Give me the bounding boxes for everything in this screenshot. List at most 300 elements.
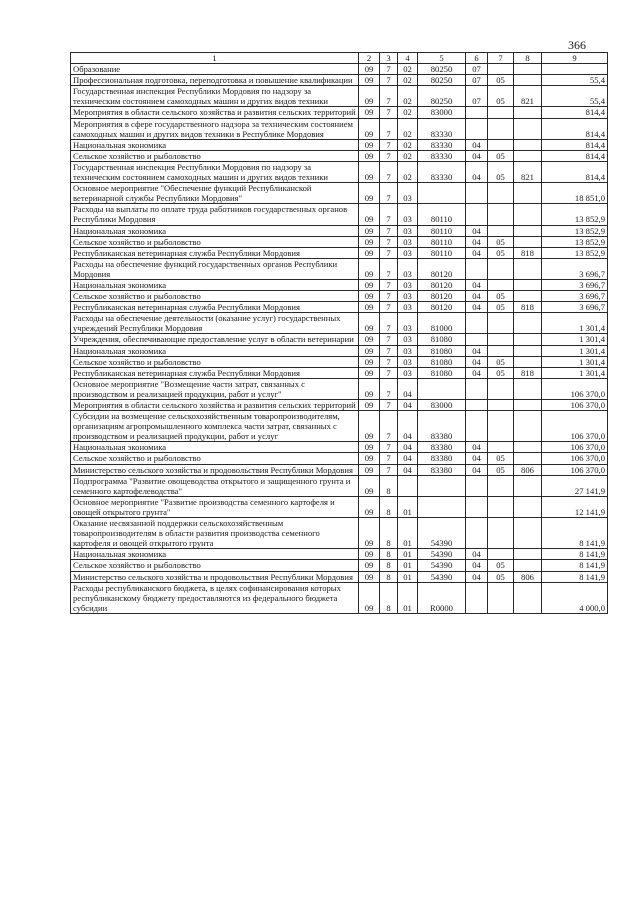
row-label: Государственная инспекция Республики Мордовия по надзору за техническим состоянием самоходных машин и других видов техники xyxy=(71,86,359,107)
code-cell: 7 xyxy=(380,225,398,236)
code-cell: 07 xyxy=(466,64,488,75)
code-cell: 09 xyxy=(359,582,380,613)
code-cell: 09 xyxy=(359,64,380,75)
code-cell: 83380 xyxy=(418,442,466,453)
code-cell: 03 xyxy=(398,367,418,378)
code-cell xyxy=(514,549,542,560)
code-cell: 09 xyxy=(359,378,380,399)
table-row xyxy=(71,549,608,560)
code-cell xyxy=(466,378,488,399)
code-cell: 7 xyxy=(380,86,398,107)
code-cell xyxy=(514,378,542,399)
amount-cell: 814,4 xyxy=(542,161,608,182)
code-cell xyxy=(488,279,514,290)
code-cell: 7 xyxy=(380,75,398,86)
amount-cell: 106 370,0 xyxy=(542,411,608,442)
code-cell: 7 xyxy=(380,150,398,161)
code-cell xyxy=(488,139,514,150)
code-cell xyxy=(514,225,542,236)
code-cell xyxy=(514,496,542,517)
code-cell: 09 xyxy=(359,225,380,236)
code-cell xyxy=(466,107,488,118)
table-row xyxy=(71,118,608,139)
code-cell: 7 xyxy=(380,400,398,411)
amount-cell: 8 141,9 xyxy=(542,560,608,571)
amount-cell: 1 301,4 xyxy=(542,345,608,356)
code-cell xyxy=(514,291,542,302)
code-cell: 05 xyxy=(488,560,514,571)
code-cell: 01 xyxy=(398,496,418,517)
row-label: Республиканская ветеринарная служба Республики Мордовия xyxy=(71,367,359,378)
code-cell: 80250 xyxy=(418,86,466,107)
code-cell: 8 xyxy=(380,518,398,549)
code-cell: 01 xyxy=(398,549,418,560)
table-row xyxy=(71,464,608,475)
row-label: Национальная экономика xyxy=(71,279,359,290)
code-cell: 7 xyxy=(380,183,398,204)
table-row xyxy=(71,64,608,75)
table-row xyxy=(71,279,608,290)
code-cell xyxy=(466,518,488,549)
code-cell xyxy=(466,258,488,279)
code-cell: 81000 xyxy=(418,313,466,334)
table-row xyxy=(71,496,608,517)
code-cell: 09 xyxy=(359,334,380,345)
code-cell: 04 xyxy=(466,549,488,560)
amount-cell: 55,4 xyxy=(542,75,608,86)
code-cell: 83330 xyxy=(418,139,466,150)
code-cell xyxy=(418,378,466,399)
code-cell: 81080 xyxy=(418,367,466,378)
code-cell: 09 xyxy=(359,291,380,302)
budget-table xyxy=(70,52,608,614)
code-cell xyxy=(514,475,542,496)
code-cell: 03 xyxy=(398,258,418,279)
code-cell: 8 xyxy=(380,571,398,582)
code-cell: 09 xyxy=(359,183,380,204)
table-row xyxy=(71,107,608,118)
row-label: Сельское хозяйство и рыболовство xyxy=(71,356,359,367)
code-cell: 09 xyxy=(359,496,380,517)
code-cell: 03 xyxy=(398,313,418,334)
code-cell xyxy=(514,64,542,75)
column-number: 2 xyxy=(359,53,380,64)
code-cell: 04 xyxy=(466,442,488,453)
code-cell: 7 xyxy=(380,139,398,150)
row-label: Субсидии на возмещение сельскохозяйственным товаропроизводителям, организациям агропромышленного комплекса части затрат, связанных с производством и реализацией продукции, работ и услуг xyxy=(71,411,359,442)
code-cell: 7 xyxy=(380,334,398,345)
code-cell: 80250 xyxy=(418,75,466,86)
row-label: Мероприятия в области сельского хозяйства и развития сельских территорий xyxy=(71,400,359,411)
code-cell: 7 xyxy=(380,161,398,182)
code-cell: 09 xyxy=(359,518,380,549)
code-cell: 09 xyxy=(359,204,380,225)
code-cell: 04 xyxy=(466,139,488,150)
code-cell xyxy=(514,560,542,571)
amount-cell: 55,4 xyxy=(542,86,608,107)
code-cell: 80110 xyxy=(418,204,466,225)
code-cell xyxy=(514,411,542,442)
code-cell: 05 xyxy=(488,571,514,582)
code-cell: 04 xyxy=(466,560,488,571)
code-cell: 7 xyxy=(380,291,398,302)
code-cell xyxy=(466,313,488,334)
code-cell: 03 xyxy=(398,345,418,356)
code-cell: 03 xyxy=(398,225,418,236)
table-row xyxy=(71,204,608,225)
table-row xyxy=(71,150,608,161)
code-cell: 806 xyxy=(514,464,542,475)
code-cell: 05 xyxy=(488,86,514,107)
code-cell: 80110 xyxy=(418,236,466,247)
amount-cell: 8 141,9 xyxy=(542,518,608,549)
code-cell: 09 xyxy=(359,150,380,161)
amount-cell: 3 696,7 xyxy=(542,302,608,313)
code-cell: 7 xyxy=(380,378,398,399)
code-cell: 09 xyxy=(359,549,380,560)
code-cell xyxy=(514,442,542,453)
code-cell xyxy=(466,411,488,442)
row-label: Сельское хозяйство и рыболовство xyxy=(71,236,359,247)
amount-cell: 8 141,9 xyxy=(542,549,608,560)
column-number: 3 xyxy=(380,53,398,64)
column-number: 4 xyxy=(398,53,418,64)
table-row xyxy=(71,411,608,442)
amount-cell: 12 141,9 xyxy=(542,496,608,517)
code-cell: 04 xyxy=(466,464,488,475)
code-cell: 821 xyxy=(514,161,542,182)
code-cell: 09 xyxy=(359,560,380,571)
amount-cell xyxy=(542,64,608,75)
table-row xyxy=(71,183,608,204)
code-cell: 09 xyxy=(359,139,380,150)
code-cell: 83380 xyxy=(418,464,466,475)
code-cell: 09 xyxy=(359,367,380,378)
code-cell: 7 xyxy=(380,107,398,118)
code-cell: 8 xyxy=(380,560,398,571)
code-cell: 05 xyxy=(488,356,514,367)
code-cell: 818 xyxy=(514,367,542,378)
code-cell: 09 xyxy=(359,75,380,86)
amount-cell: 1 301,4 xyxy=(542,334,608,345)
code-cell xyxy=(488,518,514,549)
table-row xyxy=(71,400,608,411)
table-row xyxy=(71,571,608,582)
code-cell: 818 xyxy=(514,302,542,313)
code-cell: 02 xyxy=(398,139,418,150)
amount-cell: 27 141,9 xyxy=(542,475,608,496)
code-cell xyxy=(514,236,542,247)
code-cell: 7 xyxy=(380,236,398,247)
row-label: Образование xyxy=(71,64,359,75)
table-body xyxy=(71,64,608,614)
code-cell: 7 xyxy=(380,442,398,453)
code-cell: 821 xyxy=(514,86,542,107)
code-cell xyxy=(514,107,542,118)
code-cell: 83330 xyxy=(418,118,466,139)
code-cell xyxy=(488,442,514,453)
code-cell xyxy=(514,400,542,411)
code-cell xyxy=(514,279,542,290)
code-cell xyxy=(488,258,514,279)
table-row xyxy=(71,334,608,345)
code-cell: 54390 xyxy=(418,571,466,582)
code-cell: 09 xyxy=(359,411,380,442)
amount-cell: 3 696,7 xyxy=(542,291,608,302)
code-cell xyxy=(466,118,488,139)
column-number: 5 xyxy=(418,53,466,64)
code-cell: 05 xyxy=(488,236,514,247)
code-cell: 7 xyxy=(380,302,398,313)
code-cell: 03 xyxy=(398,291,418,302)
code-cell xyxy=(418,475,466,496)
code-cell xyxy=(488,313,514,334)
row-label: Мероприятия в области сельского хозяйства и развития сельских территорий xyxy=(71,107,359,118)
code-cell: 09 xyxy=(359,313,380,334)
code-cell xyxy=(488,64,514,75)
code-cell: 83330 xyxy=(418,150,466,161)
row-label: Сельское хозяйство и рыболовство xyxy=(71,560,359,571)
code-cell: 01 xyxy=(398,582,418,613)
row-label: Национальная экономика xyxy=(71,139,359,150)
code-cell: 02 xyxy=(398,118,418,139)
row-label: Национальная экономика xyxy=(71,345,359,356)
table-row xyxy=(71,475,608,496)
row-label: Национальная экономика xyxy=(71,225,359,236)
code-cell xyxy=(488,496,514,517)
row-label: Основное мероприятие "Возмещение части затрат, связанных с производством и реализацией продукции, работ и услуг" xyxy=(71,378,359,399)
code-cell: 04 xyxy=(398,411,418,442)
code-cell: 02 xyxy=(398,161,418,182)
code-cell: 05 xyxy=(488,291,514,302)
code-cell: 09 xyxy=(359,475,380,496)
code-cell xyxy=(514,313,542,334)
table-row xyxy=(71,247,608,258)
code-cell: 04 xyxy=(466,356,488,367)
code-cell: 83000 xyxy=(418,400,466,411)
code-cell: 04 xyxy=(466,150,488,161)
amount-cell: 814,4 xyxy=(542,150,608,161)
column-number: 1 xyxy=(71,53,359,64)
code-cell: 01 xyxy=(398,571,418,582)
amount-cell: 4 000,0 xyxy=(542,582,608,613)
row-label: Расходы на выплаты по оплате труда работников государственных органов Республики Мордовия xyxy=(71,204,359,225)
row-label: Сельское хозяйство и рыболовство xyxy=(71,453,359,464)
row-label: Мероприятия в сфере государственного надзора за техническим состоянием самоходных машин и других видов техники в Республике Мордовия xyxy=(71,118,359,139)
code-cell: 54390 xyxy=(418,560,466,571)
code-cell xyxy=(514,356,542,367)
code-cell: 09 xyxy=(359,236,380,247)
row-label: Государственная инспекция Республики Мордовия по надзору за техническим состоянием самоходных машин и других видов техники xyxy=(71,161,359,182)
code-cell: 09 xyxy=(359,86,380,107)
code-cell xyxy=(514,150,542,161)
amount-cell: 1 301,4 xyxy=(542,356,608,367)
code-cell: 7 xyxy=(380,258,398,279)
row-label: Расходы на обеспечение функций государственных органов Республики Мордовия xyxy=(71,258,359,279)
code-cell: 7 xyxy=(380,464,398,475)
code-cell: 09 xyxy=(359,161,380,182)
code-cell xyxy=(466,204,488,225)
row-label: Расходы на обеспечение деятельности (оказание услуг) государственных учреждений Республики Мордовия xyxy=(71,313,359,334)
code-cell: 05 xyxy=(488,150,514,161)
code-cell: 03 xyxy=(398,183,418,204)
row-label: Министерство сельского хозяйства и продовольствия Республики Мордовия xyxy=(71,571,359,582)
code-cell xyxy=(514,582,542,613)
amount-cell: 106 370,0 xyxy=(542,378,608,399)
code-cell: 80250 xyxy=(418,64,466,75)
code-cell: 7 xyxy=(380,356,398,367)
code-cell: 7 xyxy=(380,313,398,334)
amount-cell: 814,4 xyxy=(542,139,608,150)
code-cell xyxy=(466,183,488,204)
code-cell: 05 xyxy=(488,161,514,182)
code-cell xyxy=(418,496,466,517)
code-cell: 7 xyxy=(380,411,398,442)
code-cell xyxy=(488,204,514,225)
row-label: Национальная экономика xyxy=(71,442,359,453)
table-row xyxy=(71,313,608,334)
table-row xyxy=(71,378,608,399)
code-cell: 04 xyxy=(466,302,488,313)
table-row xyxy=(71,258,608,279)
code-cell: 07 xyxy=(466,86,488,107)
code-cell: 80120 xyxy=(418,302,466,313)
code-cell: 03 xyxy=(398,334,418,345)
code-cell: 04 xyxy=(466,247,488,258)
code-cell: 02 xyxy=(398,64,418,75)
code-cell: 09 xyxy=(359,442,380,453)
column-number-row xyxy=(71,53,608,64)
code-cell xyxy=(466,582,488,613)
code-cell xyxy=(514,453,542,464)
code-cell: 03 xyxy=(398,356,418,367)
table-row xyxy=(71,345,608,356)
amount-cell: 106 370,0 xyxy=(542,442,608,453)
amount-cell: 3 696,7 xyxy=(542,279,608,290)
code-cell: 04 xyxy=(466,571,488,582)
code-cell: 81080 xyxy=(418,334,466,345)
code-cell: 05 xyxy=(488,75,514,86)
code-cell: 54390 xyxy=(418,518,466,549)
amount-cell: 13 852,9 xyxy=(542,225,608,236)
row-label: Профессиональная подготовка, переподготовка и повышение квалификации xyxy=(71,75,359,86)
code-cell: 01 xyxy=(398,518,418,549)
code-cell: 01 xyxy=(398,560,418,571)
row-label: Основное мероприятие "Развитие производства семенного картофеля и овощей открытого грунта" xyxy=(71,496,359,517)
code-cell: 80120 xyxy=(418,258,466,279)
row-label: Министерство сельского хозяйства и продовольствия Республики Мордовия xyxy=(71,464,359,475)
code-cell: 09 xyxy=(359,571,380,582)
code-cell: 09 xyxy=(359,302,380,313)
code-cell xyxy=(488,225,514,236)
code-cell: 7 xyxy=(380,345,398,356)
code-cell: 7 xyxy=(380,279,398,290)
code-cell xyxy=(514,345,542,356)
amount-cell: 8 141,9 xyxy=(542,571,608,582)
amount-cell: 814,4 xyxy=(542,107,608,118)
table-row xyxy=(71,442,608,453)
table-row xyxy=(71,302,608,313)
code-cell: 09 xyxy=(359,356,380,367)
code-cell: 02 xyxy=(398,75,418,86)
row-label: Республиканская ветеринарная служба Республики Мордовия xyxy=(71,247,359,258)
table-row xyxy=(71,75,608,86)
code-cell: 05 xyxy=(488,247,514,258)
code-cell xyxy=(398,475,418,496)
code-cell xyxy=(514,204,542,225)
code-cell xyxy=(488,411,514,442)
code-cell: 09 xyxy=(359,107,380,118)
code-cell: 04 xyxy=(398,400,418,411)
table-row xyxy=(71,225,608,236)
code-cell: 80120 xyxy=(418,291,466,302)
code-cell: 81080 xyxy=(418,345,466,356)
code-cell: 7 xyxy=(380,453,398,464)
code-cell: 03 xyxy=(398,302,418,313)
code-cell xyxy=(514,334,542,345)
row-label: Подпрограмма "Развитие овощеводства открытого и защищенного грунта и семенного картофелеводства" xyxy=(71,475,359,496)
code-cell: 03 xyxy=(398,279,418,290)
code-cell xyxy=(514,75,542,86)
page-number: 366 xyxy=(568,38,586,52)
code-cell: 03 xyxy=(398,247,418,258)
code-cell: 7 xyxy=(380,204,398,225)
row-label: Сельское хозяйство и рыболовство xyxy=(71,291,359,302)
code-cell: 8 xyxy=(380,496,398,517)
code-cell: 04 xyxy=(466,236,488,247)
code-cell xyxy=(514,258,542,279)
row-label: Оказание несвязанной поддержки сельскохозяйственным товаропроизводителям в области развития производства семенного картофеля и овощей открытого грунта xyxy=(71,518,359,549)
code-cell: 8 xyxy=(380,549,398,560)
table-row xyxy=(71,236,608,247)
code-cell: 09 xyxy=(359,247,380,258)
code-cell: 05 xyxy=(488,367,514,378)
code-cell: 7 xyxy=(380,118,398,139)
amount-cell: 3 696,7 xyxy=(542,258,608,279)
code-cell xyxy=(488,475,514,496)
code-cell: 02 xyxy=(398,86,418,107)
code-cell: 83380 xyxy=(418,453,466,464)
code-cell: 818 xyxy=(514,247,542,258)
row-label: Расходы республиканского бюджета, в целях софинансирования которых республиканскому бюджету предоставляются из федерального бюджета субсидии xyxy=(71,582,359,613)
code-cell: 03 xyxy=(398,236,418,247)
code-cell: 04 xyxy=(398,442,418,453)
code-cell xyxy=(466,475,488,496)
table-row xyxy=(71,518,608,549)
code-cell xyxy=(466,400,488,411)
row-label: Сельское хозяйство и рыболовство xyxy=(71,150,359,161)
code-cell: 7 xyxy=(380,247,398,258)
amount-cell: 13 852,9 xyxy=(542,247,608,258)
table-row xyxy=(71,86,608,107)
table-row xyxy=(71,139,608,150)
code-cell xyxy=(488,345,514,356)
code-cell: 8 xyxy=(380,582,398,613)
code-cell: 04 xyxy=(466,161,488,182)
code-cell: 80110 xyxy=(418,225,466,236)
code-cell: 05 xyxy=(488,453,514,464)
code-cell: 04 xyxy=(398,453,418,464)
code-cell: 04 xyxy=(398,378,418,399)
code-cell xyxy=(418,183,466,204)
code-cell: 7 xyxy=(380,367,398,378)
code-cell xyxy=(488,183,514,204)
code-cell xyxy=(488,118,514,139)
code-cell: 09 xyxy=(359,345,380,356)
code-cell: 02 xyxy=(398,150,418,161)
code-cell: 09 xyxy=(359,453,380,464)
code-cell xyxy=(514,183,542,204)
